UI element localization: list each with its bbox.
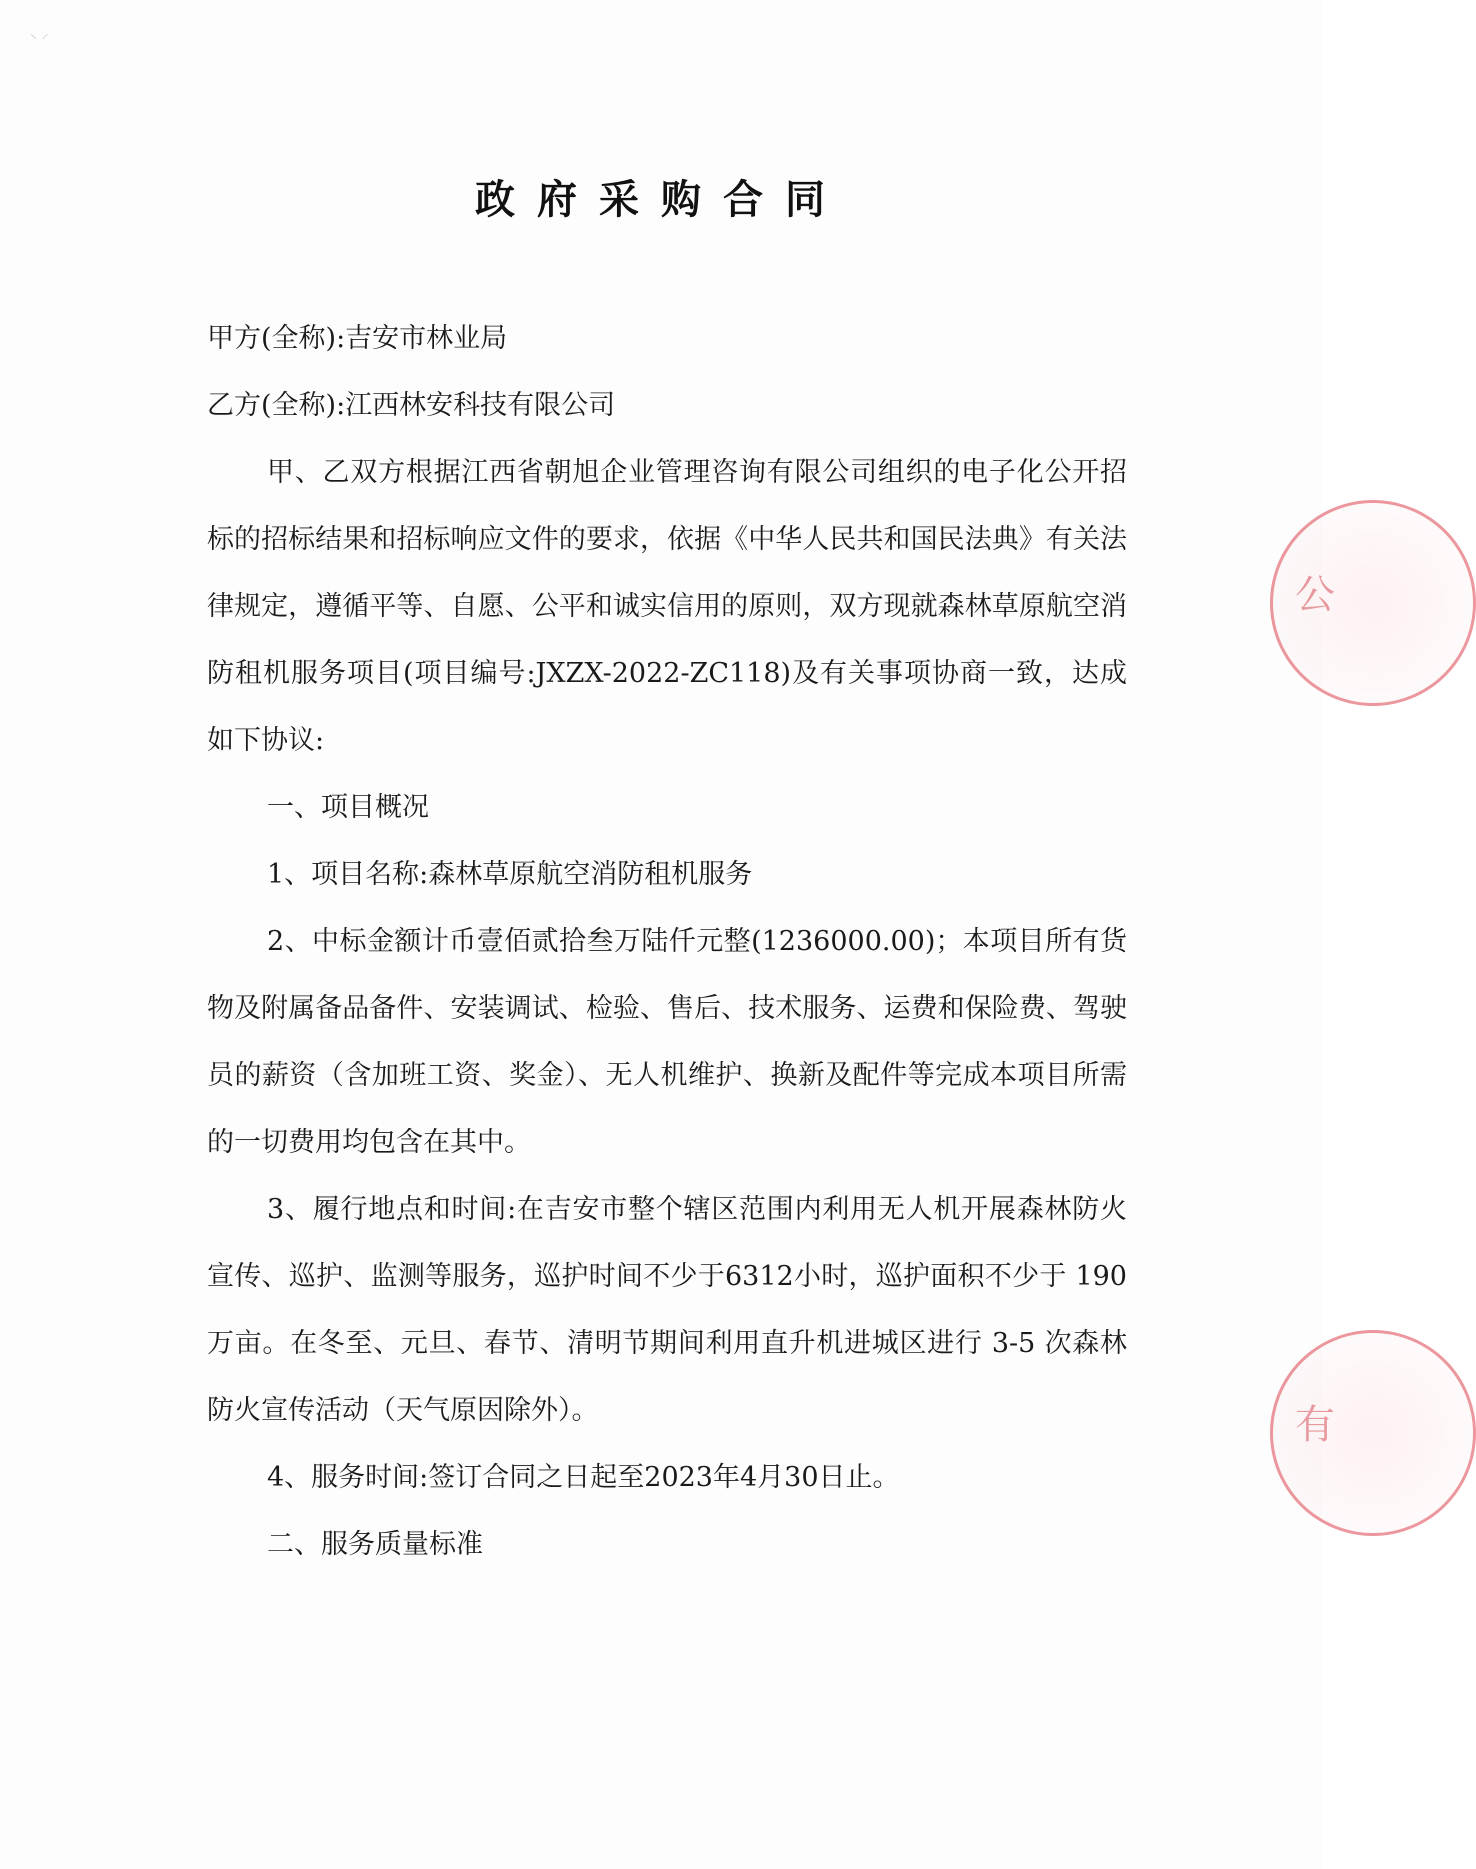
official-seal-top (1270, 500, 1476, 706)
party-b-line: 乙方(全称):江西林安科技有限公司 (207, 390, 616, 421)
seal-glyph-top: 公 (1295, 572, 1335, 618)
section-1-heading: 一、项目概况 (267, 792, 429, 823)
contract-body (207, 305, 1127, 1578)
item-2-bid-amount: 2、中标金额计币壹佰贰拾叁万陆仟元整(1236000.00)；本项目所有货物及附属备品备件、安装调试、检验、售后、技术服务、运费和保险费、驾驶员的薪资（含加班工资、奖金）、无人机维护、换新及配件等完成本项目所需的一切费用均包含在其中。 (207, 926, 1127, 1158)
item-1-project-name: 1、项目名称:森林草原航空消防租机服务 (267, 859, 753, 890)
item-3-location-time: 3、履行地点和时间:在吉安市整个辖区范围内利用无人机开展森林防火宣传、巡护、监测等服务，巡护时间不少于6312小时，巡护面积不少于 190 万亩。在冬至、元旦、春节、清明节期间利用直升机进城区进行 3-5 次森林防火宣传活动（天气原因除外）。 (207, 1194, 1127, 1426)
seal-glyph-bottom: 有 (1295, 1402, 1335, 1448)
official-seal-bottom (1270, 1330, 1476, 1536)
party-a-line: 甲方(全称):吉安市林业局 (207, 323, 508, 354)
section-2-heading: 二、服务质量标准 (267, 1529, 483, 1560)
preamble-paragraph: 甲、乙双方根据江西省朝旭企业管理咨询有限公司组织的电子化公开招标的招标结果和招标响应文件的要求，依据《中华人民共和国民法典》有关法律规定，遵循平等、自愿、公平和诚实信用的原则，双方现就森林草原航空消防租机服务项目(项目编号:JXZX-2022-ZC118)及有关事项协商一致，达成如下协议: (207, 457, 1127, 756)
page-title: 政府采购合同 (475, 177, 847, 223)
scan-artifact: ⸌ ⸍ (30, 32, 49, 48)
item-4-service-period: 4、服务时间:签订合同之日起至2023年4月30日止。 (267, 1462, 900, 1493)
